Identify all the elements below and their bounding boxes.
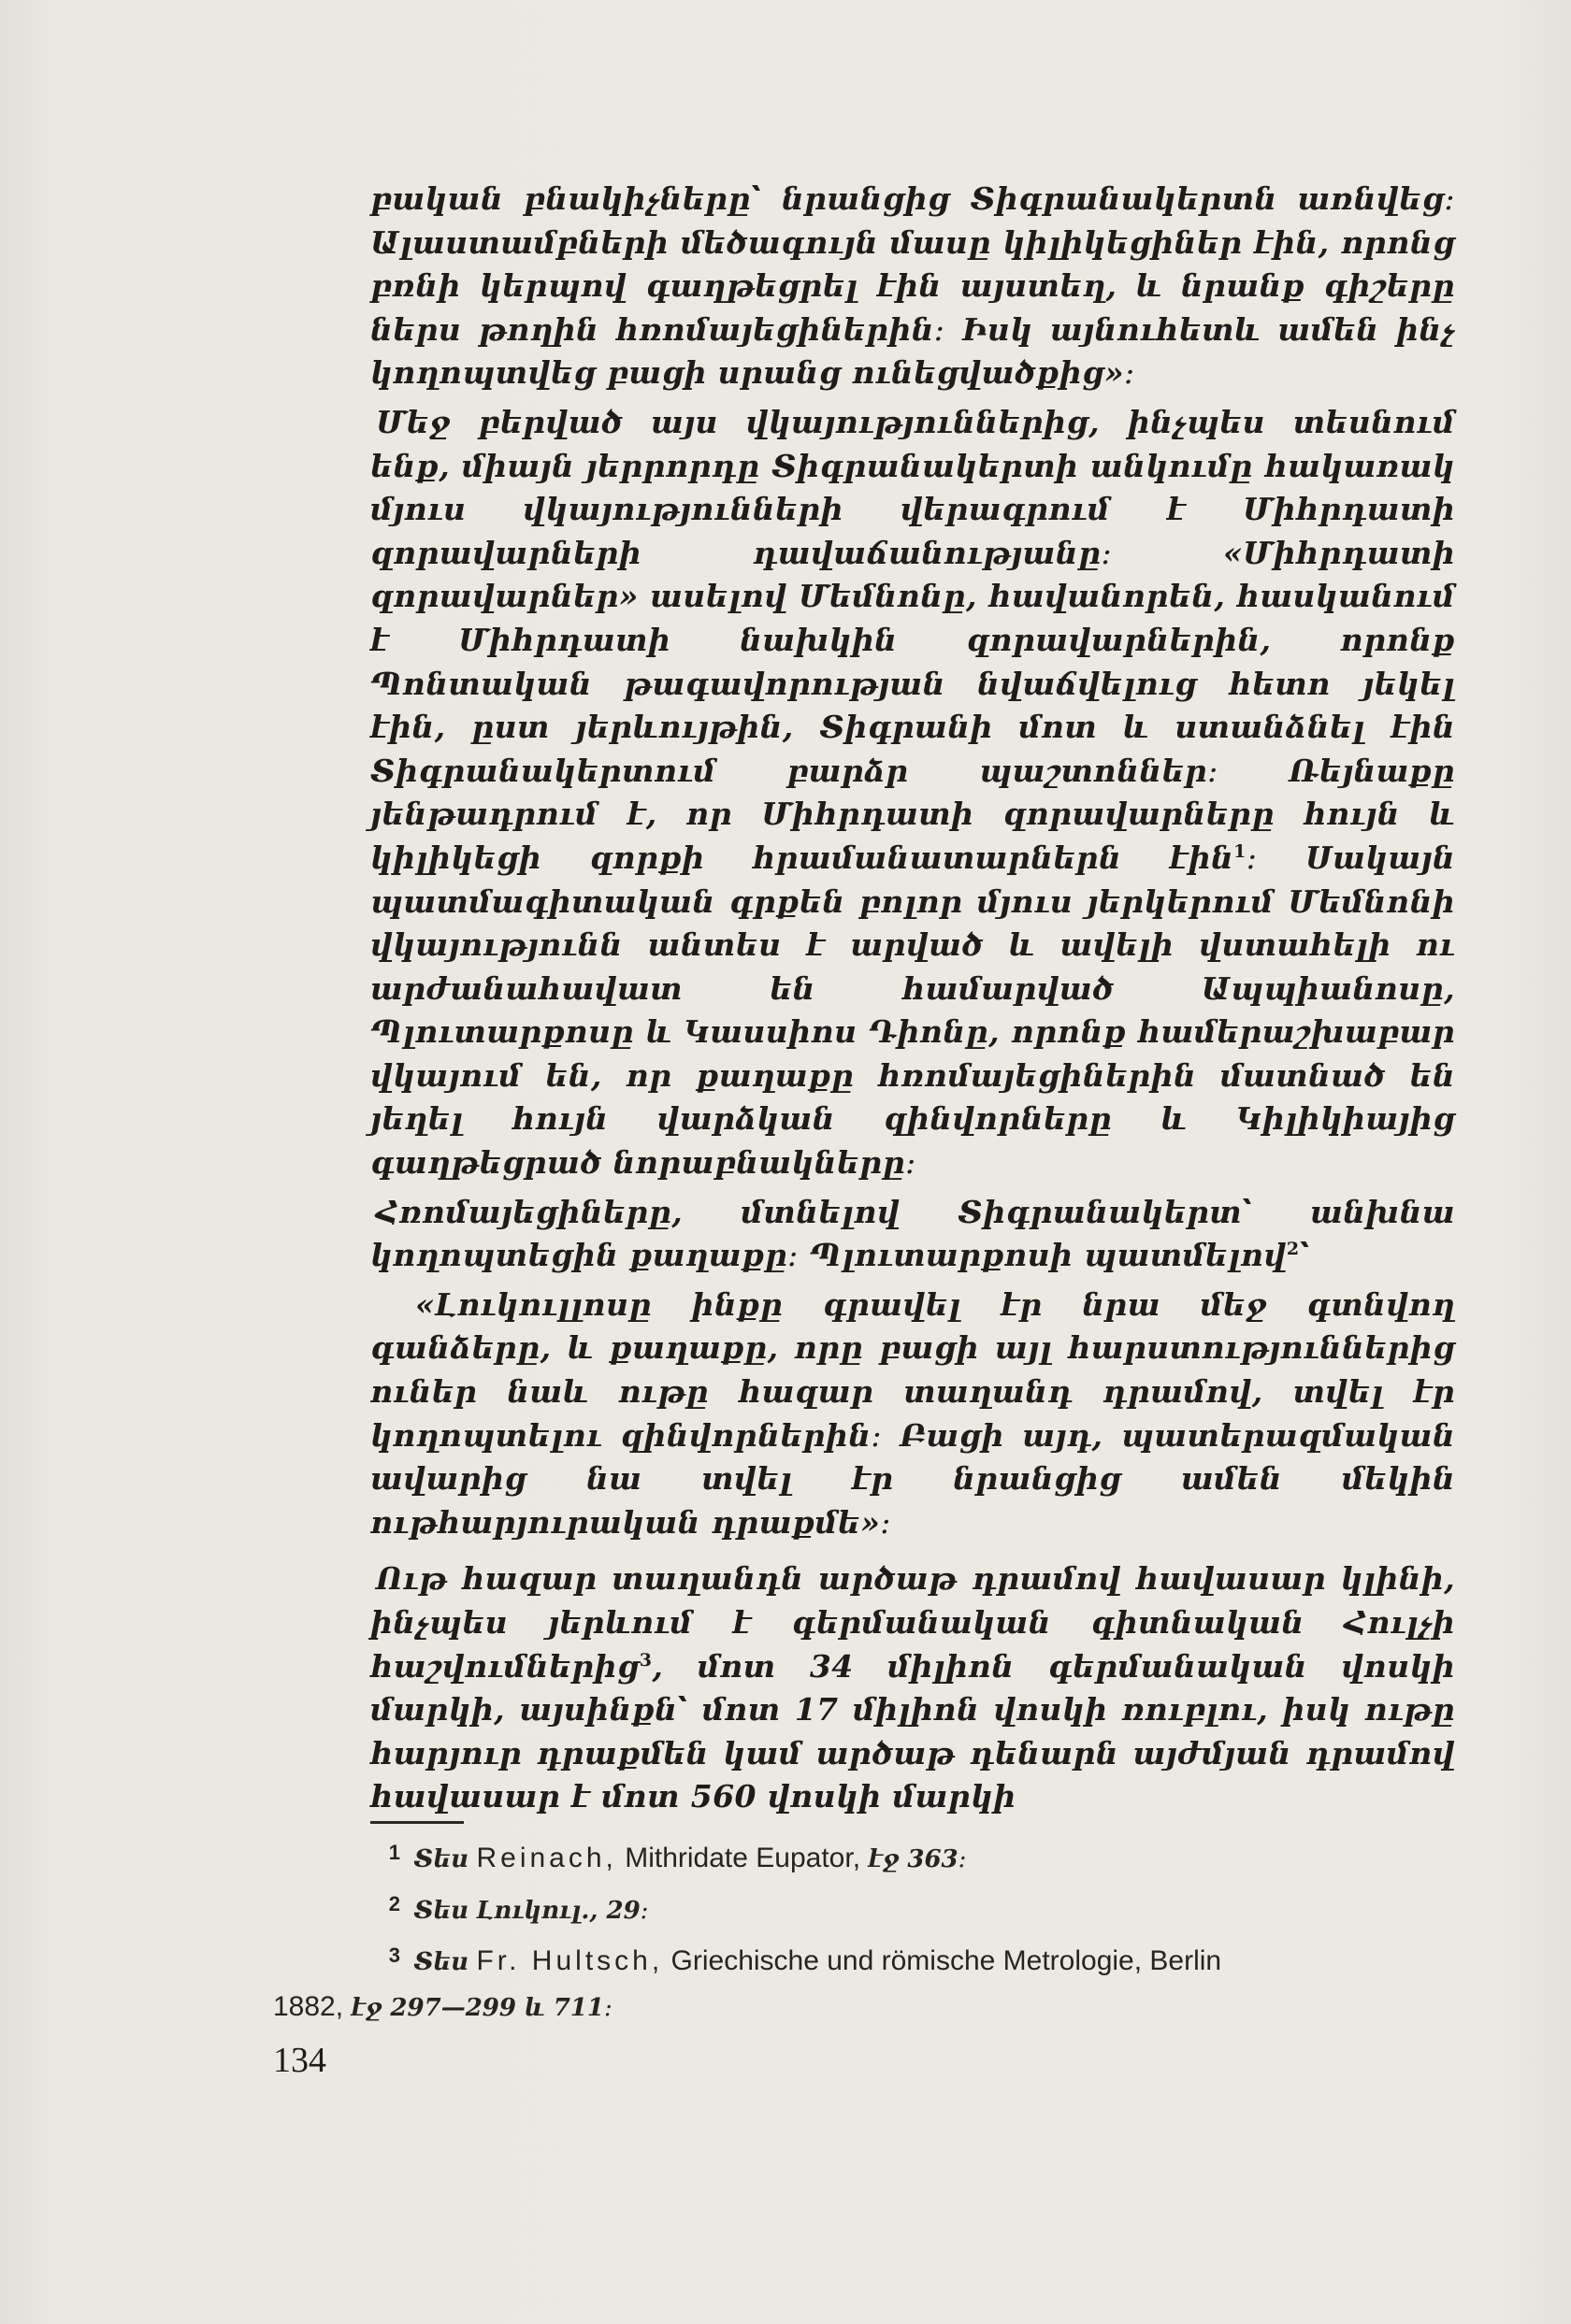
- footnote-2: [367, 1882, 1455, 1933]
- paragraph-3-text-a: Հռոմայեցիները, մտնելով Տիգրանակերտ՝ անխնա կողոպտեցին քաղաքը։ Պլուտարքոսի պատմելով: [370, 1193, 1455, 1274]
- footnote-3: [367, 1933, 1455, 1985]
- main-text: [370, 178, 1455, 1819]
- footnote-ref-1[interactable]: 1: [1233, 840, 1247, 862]
- footnote-ref: Լուկուլ., 29։: [476, 1897, 649, 1925]
- paragraph-3: [370, 1191, 1455, 1278]
- block-quote-text: «Լուկուլլոսը ինքը գրավել էր նրա մեջ գտնվող գանձերը, և քաղաքը, որը բացի այլ հարստություններից ուներ նաև ութը հազար տաղանդ դրամով, տվել էր կողոպտելու զինվորներին։ Բացի այդ, պատերազմական ավարից նա տվել էր նրանցից ամեն մեկին ութհարյուրական դրաքմե»։: [370, 1285, 1455, 1541]
- footnote-year: 1882,: [273, 1991, 344, 2022]
- paragraph-4: [370, 1557, 1455, 1819]
- footnote-author: Fr. Hultsch,: [476, 1945, 664, 1976]
- footnote-work: Mithridate Eupator,: [625, 1843, 861, 1873]
- paragraph-1-text: բական բնակիչները՝ նրանցից Տիգրանակերտն առնվեց։ Ալաստամբների մեծագույն մասը կիլիկեցիներ էին, որոնց բռնի կերպով գաղթեցրել էին այստեղ, և նրանք գիշերը ներս թողին հռոմայեցիներին։ Իսկ այնուհետև ամեն ինչ կողոպտվեց բացի սրանց ունեցվածքից»։: [370, 180, 1455, 392]
- footnote-number: 1: [388, 1841, 400, 1864]
- footnote-work: Griechische und römische Metrologie, Berlin: [670, 1945, 1222, 1976]
- footnote-lead: Տես: [413, 1845, 469, 1873]
- paragraph-4-text-b: , մոտ 34 միլիոն գերմանական վոսկի մարկի, այսինքն՝ մոտ 17 միլիոն վոսկի ռուբլու, իսկ ութը հարյուր դրաքմեն կամ արծաթ դենարն այժմյան դրամով հավասար է մոտ 560 վոսկի մարկի: [370, 1647, 1455, 1815]
- footnote-ref: էջ 363։: [868, 1845, 967, 1873]
- page-number: 134: [273, 2041, 326, 2080]
- footnote-number: 3: [388, 1944, 400, 1967]
- footnote-divider: [370, 1821, 464, 1824]
- footnote-1: [367, 1830, 1455, 1882]
- paragraph-2-text-b: ։ Սակայն պատմագիտական գրքեն բոլոր մյուս յերկերում Մեմնոնի վկայությունն անտես է արված և ավելի վստահելի ու արժանահավատ են համարված Ապպիանոսը, Պլուտարքոսը և Կասսիոս Դիոնը, որոնք համերաշխաբար վկայում են, որ քաղաքը հռոմայեցիներին մատնած են յեղել հույն վարձկան զինվորները և Կիլիկիայից գաղթեցրած նորաբնակները։: [370, 839, 1455, 1182]
- footnote-lead: Տես: [413, 1897, 469, 1925]
- paragraph-1: [370, 178, 1455, 395]
- footnote-lead: Տես: [413, 1948, 469, 1976]
- block-quote: [370, 1284, 1455, 1545]
- paragraph-4-text-a: Ութ հազար տաղանդն արծաթ դրամով հավասար կլինի, ինչպես յերևում է գերմանական գիտնական Հուլչի հաշվումներից: [370, 1560, 1455, 1685]
- footnote-3-continuation: [273, 1985, 1455, 2030]
- footnote-ref-3[interactable]: 3: [639, 1649, 653, 1671]
- paragraph-3-text-b: ՝: [1299, 1237, 1310, 1274]
- footnotes: [273, 1830, 1455, 2030]
- footnote-ref-2[interactable]: 2: [1286, 1239, 1300, 1260]
- footnote-number: 2: [388, 1892, 400, 1915]
- footnote-author: Reinach,: [476, 1843, 617, 1873]
- paragraph-2: [370, 401, 1455, 1185]
- footnote-ref: էջ 297—299 և 711։: [351, 1994, 613, 2022]
- paragraph-2-text-a: Մեջ բերված այս վկայություններից, ինչպես տեսնում ենք, միայն յերրորդը Տիգրանակերտի անկումը հակառակ մյուս վկայությունների վերագրում է Միհրդատի զորավարների դավաճանությանը։ «Միհրդատի զորավարներ» ասելով Մեմնոնը, հավանորեն, հասկանում է Միհրդատի նախկին զորավարներին, որոնք Պոնտական թագավորության նվաճվելուց հետո յեկել էին, ըստ յերևույթին, Տիգրանի մոտ և ստանձնել էին Տիգրանակերտում բարձր պաշտոններ։ Ռեյնաքը յենթադրում է, որ Միհրդատի զորավարները հույն և կիլիկեցի զորքի հրամանատարներն էին: [370, 403, 1455, 876]
